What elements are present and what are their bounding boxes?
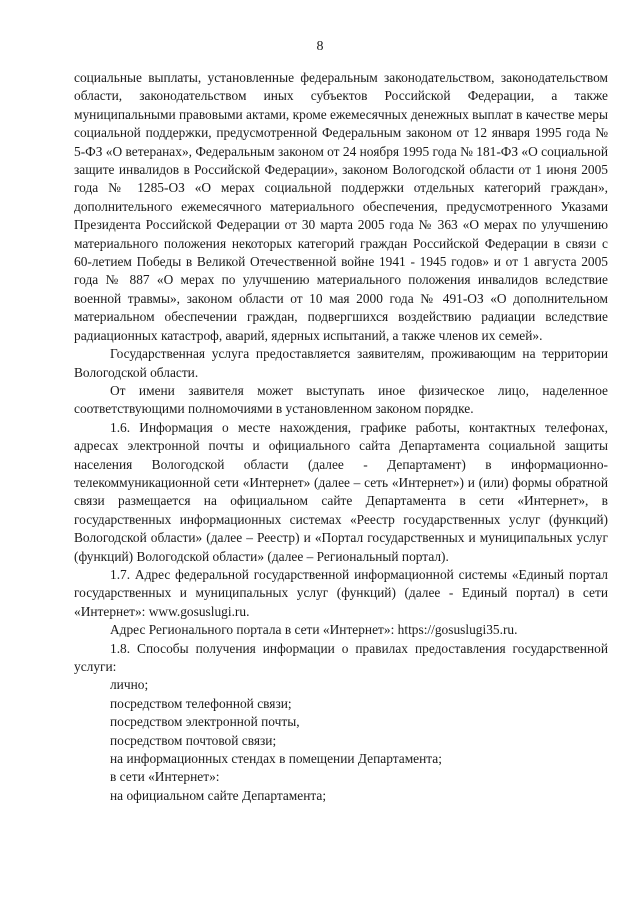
list-item: посредством почтовой связи; — [110, 732, 277, 748]
paragraph-applicants: Государственная услуга предоставляется заявителям, проживающим на территории Вологодской области. — [74, 346, 608, 380]
list-item: на информационных стендах в помещении Департамента; — [110, 751, 442, 767]
paragraph-1-8: 1.8. Способы получения информации о правилах предоставления государственной услуги: — [74, 640, 608, 674]
document-body — [74, 69, 608, 805]
paragraph-regional-portal: Адрес Регионального портала в сети «Интернет»: https://gosuslugi35.ru. — [110, 622, 518, 638]
paragraph-representative: От имени заявителя может выступать иное физическое лицо, наделенное соответствующими полномочиями в установленном законом порядке. — [74, 382, 608, 417]
list-item: в сети «Интернет»: — [110, 769, 220, 785]
page-number: 8 — [316, 39, 324, 54]
paragraph-1-7: 1.7. Адрес федеральной государственной информационной системы «Единый портал государственных и муниципальных услуг (функций) (далее - Единый портал) в сети «Интернет»: www.gosuslugi.ru. — [74, 566, 608, 619]
paragraph-1-6: 1.6. Информация о месте нахождения, графике работы, контактных телефонах, адресах электронной почты и официального сайта Департамента социальной защиты населения Вологодской области (далее - Департамент) в информационно-телекоммуникационной сети «Интернет» (далее – сеть «Интернет») и (или) формы обратной связи размещается на официальном сайте Департамента в сети «Интернет», в государственных информационных системах «Реестр государственных услуг (функций) Вологодской области» (далее – Реестр) и «Портал государственных и муниципальных услуг (функций) Вологодской области» (далее – Региональный портал). — [74, 419, 608, 564]
list-item: посредством электронной почты, — [110, 714, 300, 730]
paragraph-continuation: социальные выплаты, установленные федеральным законодательством, законодательством области, законодательством иных субъектов Российской Федерации, а также муниципальными правовыми актами, кроме ежемесячных денежных выплат в качестве меры социальной поддержки, предусмотренной Федеральным законом от 12 января 1995 года № 5-ФЗ «О ветеранах», Федеральным законом от 24 ноября 1995 года № 181-ФЗ «О социальной защите инвалидов в Российской Федерации», законом Вологодской области от 1 июня 2005 года № 1285-ОЗ «О мерах социальной поддержки отдельных категорий граждан», дополнительного ежемесячного материального обеспечения, предусмотренного Указами Президента Российской Федерации от 30 марта 2005 года № 363 «О мерах по улучшению материального положения некоторых категорий граждан Российской Федерации в связи с 60-летием Победы в Великой Отечественной войне 1941 - 1945 годов» и от 1 августа 2005 года № 887 «О мерах по улучшению материального положения инвалидов вследствие военной травмы», законом области от 10 мая 2000 года № 491-ОЗ «О дополнительном материальном обеспечении граждан, подвергшихся воздействию радиации вследствие радиационных катастроф, аварий, ядерных испытаний, а также членов их семей». — [74, 70, 608, 343]
list-item: лично; — [110, 677, 149, 693]
list-item: на официальном сайте Департамента; — [110, 787, 327, 803]
list-item: посредством телефонной связи; — [110, 695, 292, 711]
